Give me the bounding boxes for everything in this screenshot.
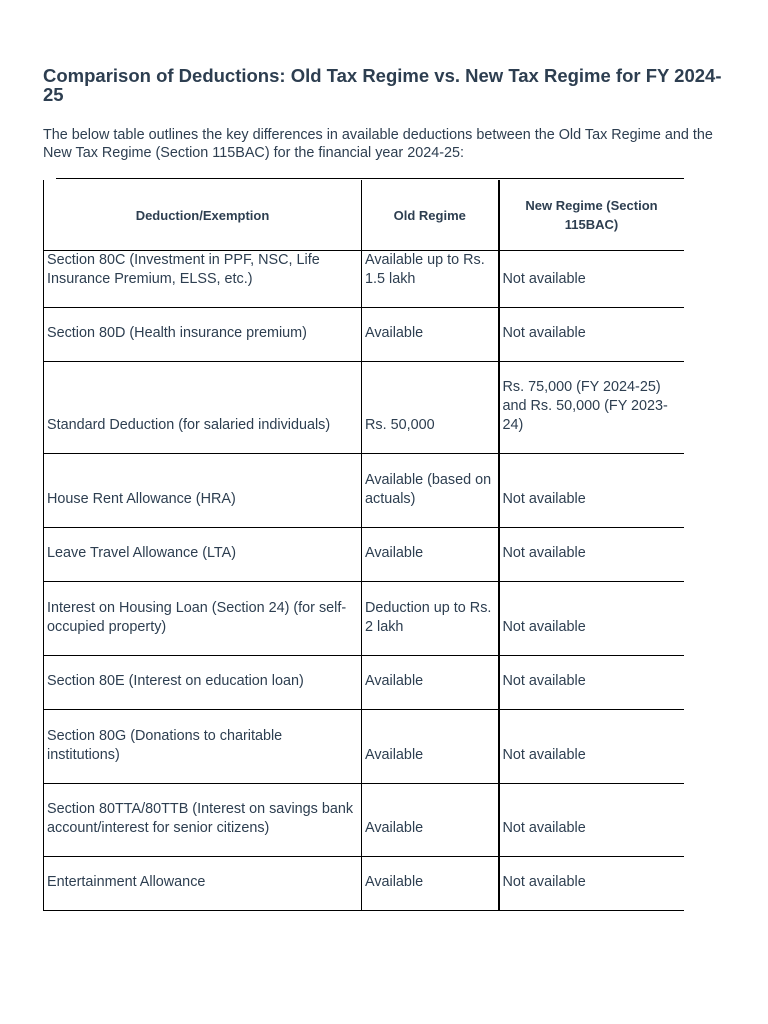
- deduction-cell: Section 80D (Health insurance premium): [44, 308, 362, 362]
- intro-paragraph: The below table outlines the key differences in available deductions between the Old Tax Regime and the New Tax Regime (Section 115BAC) for the financial year 2024-25:: [43, 127, 713, 161]
- header-new-regime: New Regime (Section 115BAC): [499, 180, 684, 251]
- new-regime-cell: Rs. 75,000 (FY 2024-25) and Rs. 50,000 (FY 2023-24): [499, 362, 684, 454]
- new-regime-cell: Not available: [499, 857, 684, 911]
- table-row: [44, 528, 684, 582]
- old-regime-cell: Available: [362, 784, 499, 857]
- old-regime-cell: Available: [362, 857, 499, 911]
- new-regime-cell: Not available: [499, 308, 684, 362]
- table-row: [44, 656, 684, 710]
- new-regime-cell: Not available: [499, 784, 684, 857]
- new-regime-cell: Not available: [499, 656, 684, 710]
- table-row: [44, 582, 684, 656]
- deduction-cell: Entertainment Allowance: [44, 857, 362, 911]
- table-row: [44, 308, 684, 362]
- old-regime-cell: Available: [362, 528, 499, 582]
- old-regime-cell: Available (based on actuals): [362, 454, 499, 528]
- deduction-cell: Interest on Housing Loan (Section 24) (for self-occupied property): [44, 582, 362, 656]
- new-regime-cell: Not available: [499, 710, 684, 784]
- table-row: [44, 710, 684, 784]
- deduction-cell: House Rent Allowance (HRA): [44, 454, 362, 528]
- table-top-rule: [56, 178, 684, 179]
- deduction-cell: Section 80C (Investment in PPF, NSC, Life Insurance Premium, ELSS, etc.): [44, 251, 362, 308]
- old-regime-cell: Deduction up to Rs. 2 lakh: [362, 582, 499, 656]
- deduction-cell: Leave Travel Allowance (LTA): [44, 528, 362, 582]
- old-regime-cell: Available up to Rs. 1.5 lakh: [362, 251, 499, 308]
- table-row: [44, 857, 684, 911]
- new-regime-cell: Not available: [499, 454, 684, 528]
- deduction-cell: Standard Deduction (for salaried individuals): [44, 362, 362, 454]
- table-header-row: [44, 180, 684, 251]
- header-deduction: Deduction/Exemption: [44, 180, 362, 251]
- old-regime-cell: Available: [362, 656, 499, 710]
- new-regime-cell: Not available: [499, 528, 684, 582]
- old-regime-cell: Rs. 50,000: [362, 362, 499, 454]
- deduction-cell: Section 80E (Interest on education loan): [44, 656, 362, 710]
- table-row: [44, 454, 684, 528]
- table-row: [44, 362, 684, 454]
- page-title: Comparison of Deductions: Old Tax Regime vs. New Tax Regime for FY 2024-25: [43, 65, 722, 105]
- deduction-cell: Section 80G (Donations to charitable institutions): [44, 710, 362, 784]
- table-row: [44, 251, 684, 308]
- new-regime-cell: Not available: [499, 251, 684, 308]
- old-regime-cell: Available: [362, 308, 499, 362]
- deductions-comparison-table: [43, 180, 684, 911]
- table-row: [44, 784, 684, 857]
- header-old-regime: Old Regime: [362, 180, 499, 251]
- old-regime-cell: Available: [362, 710, 499, 784]
- new-regime-cell: Not available: [499, 582, 684, 656]
- deduction-cell: Section 80TTA/80TTB (Interest on savings bank account/interest for senior citizens): [44, 784, 362, 857]
